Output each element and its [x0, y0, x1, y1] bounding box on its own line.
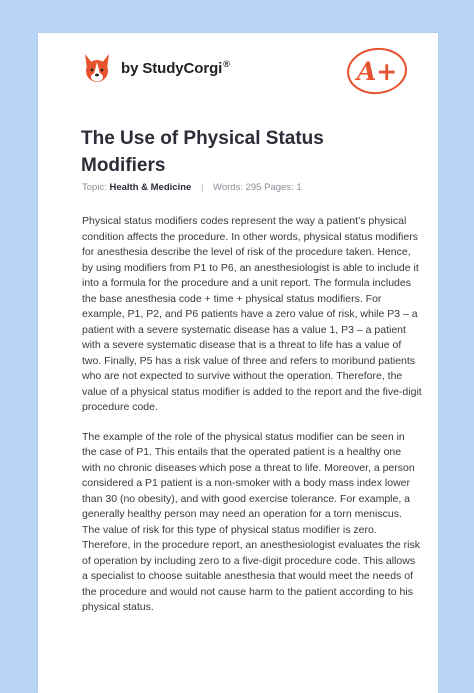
document-page	[38, 33, 438, 693]
grade-text: A+	[356, 57, 398, 86]
paragraph: Physical status modifiers codes represent the way a patient’s physical condition affects the procedure. In other words, physical status modifiers for anesthesia describe the level of risk of the procedure taken. Hence, by using modifiers from P1 to P6, an anesthesiologist is able to include it into a formula for the procedure and a unit report. The formula includes the base anesthesia code + time + physical status modifiers. For example, P1, P2, and P6 patients have a zero value of risk, while P3 – a patient with a severe systematic disease has a value 1, P3 – a patient with a severe systematic disease that is a threat to life has a value of two. Finally, P5 has a risk value of three and refers to moribund patients who are not expected to survive without the operation. Therefore, the value of a physical status modifier is added to the report and the five-digit procedure code.	[82, 215, 422, 413]
document-meta	[82, 182, 302, 193]
words-value: 295	[245, 182, 262, 193]
document-body	[82, 214, 422, 630]
words-label: Words:	[213, 182, 243, 193]
topic-label: Topic:	[82, 182, 107, 193]
pages-label: Pages:	[264, 182, 294, 193]
corgi-icon	[83, 52, 111, 84]
topic-link[interactable]: Health & Medicine	[109, 182, 192, 193]
grade-badge	[344, 45, 410, 102]
pages-value: 1	[296, 182, 302, 193]
meta-separator: |	[200, 182, 204, 193]
brand-name: by StudyCorgi®	[121, 59, 230, 77]
document-title: The Use of Physical Status Modifiers	[81, 128, 324, 176]
brand-logo[interactable]	[83, 52, 230, 84]
paragraph: The example of the role of the physical status modifier can be seen in the case of P1. This entails that the operated patient is a healthy one with no chronic diseases which pose a threat to life. Moreover, a person considered a P1 patient is a non-smoker with a body mass index lower than 30 (no obesity), and with good exercise tolerance. For example, a generally healthy person may need an operation for a torn meniscus. The value of risk for this type of physical status modifier is zero. Therefore, in the procedure report, an anesthesiologist evaluates the risk of operation by including zero to a five-digit procedure code. This allows a specialist to choose suitable anesthesia that would meet the needs of the procedure and would not cause harm to the patient according to his physical status.	[82, 430, 420, 613]
